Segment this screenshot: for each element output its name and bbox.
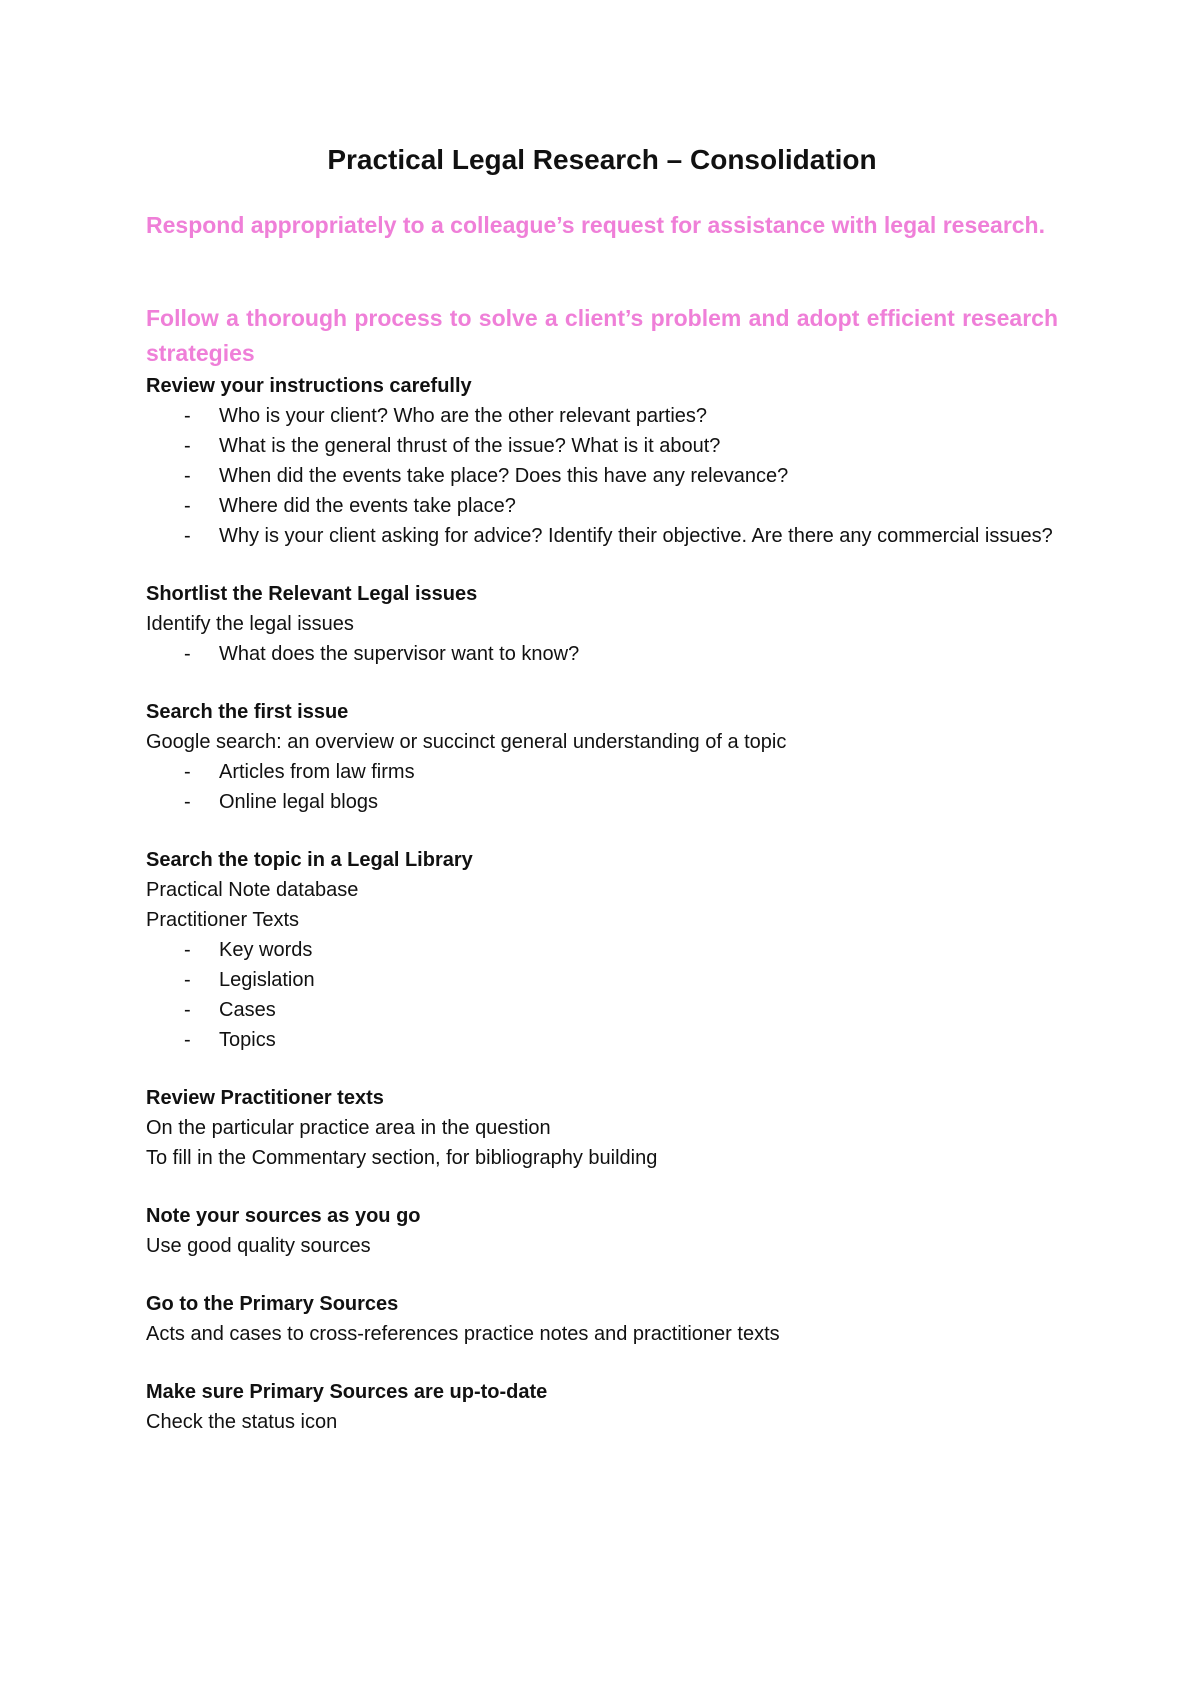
- section-search-first-issue: [146, 697, 1058, 817]
- bullet-list: [146, 639, 1058, 669]
- bullet-text: When did the events take place? Does this have any relevance?: [219, 465, 789, 487]
- section-text: Check the status icon: [146, 1411, 338, 1433]
- bullet-list: [146, 401, 1058, 551]
- section-practitioner-texts: [146, 1083, 1058, 1173]
- bullet-text: Legislation: [219, 969, 315, 991]
- bullet-dash: -: [184, 643, 191, 665]
- section-text: Google search: an overview or succinct general understanding of a topic: [146, 731, 787, 753]
- section-heading: Shortlist the Relevant Legal issues: [146, 583, 478, 605]
- document-title: Practical Legal Research – Consolidation: [327, 144, 877, 175]
- bullet-text: Who is your client? Who are the other relevant parties?: [219, 405, 708, 427]
- bullet-dash: -: [184, 405, 191, 427]
- section-text: To fill in the Commentary section, for bibliography building: [146, 1147, 658, 1169]
- bullet-dash: -: [184, 435, 191, 457]
- bullet-text: Articles from law firms: [219, 761, 415, 783]
- list-item: [146, 965, 1058, 995]
- bullet-text: Online legal blogs: [219, 791, 378, 813]
- section-text: Practitioner Texts: [146, 909, 300, 931]
- list-item: [146, 995, 1058, 1025]
- section-heading: Review Practitioner texts: [146, 1087, 384, 1109]
- list-item: [146, 757, 1058, 787]
- bullet-dash: -: [184, 495, 191, 517]
- bullet-dash: -: [184, 761, 191, 783]
- section-heading: Search the topic in a Legal Library: [146, 849, 473, 871]
- bullet-dash: -: [184, 465, 191, 487]
- section-heading: Search the first issue: [146, 701, 349, 723]
- bullet-dash: -: [184, 791, 191, 813]
- list-item: [146, 639, 1058, 669]
- section-up-to-date: [146, 1377, 1058, 1437]
- bullet-dash: -: [184, 969, 191, 991]
- bullet-text: Key words: [219, 939, 313, 961]
- section-heading: Make sure Primary Sources are up-to-date: [146, 1381, 548, 1403]
- list-item: [146, 935, 1058, 965]
- section-text: On the particular practice area in the question: [146, 1117, 551, 1139]
- section-text: Practical Note database: [146, 879, 359, 901]
- list-item: [146, 431, 1058, 461]
- section-legal-library: [146, 845, 1058, 1055]
- section-heading: Go to the Primary Sources: [146, 1293, 399, 1315]
- section-note-sources: [146, 1201, 1058, 1261]
- bullet-list: [146, 757, 1058, 817]
- objective-respond: Respond appropriately to a colleague’s request for assistance with legal research.: [146, 212, 1045, 238]
- section-heading: Review your instructions carefully: [146, 375, 472, 397]
- document-page: [146, 140, 1058, 1465]
- section-text: Identify the legal issues: [146, 613, 354, 635]
- bullet-list: [146, 935, 1058, 1055]
- list-item: [146, 461, 1058, 491]
- section-review-instructions: [146, 371, 1058, 551]
- bullet-text: Topics: [219, 1029, 276, 1051]
- list-item: [146, 521, 1058, 551]
- bullet-dash: -: [184, 999, 191, 1021]
- bullet-dash: -: [184, 939, 191, 961]
- list-item: [146, 491, 1058, 521]
- bullet-text: What does the supervisor want to know?: [219, 643, 580, 665]
- bullet-dash: -: [184, 525, 191, 547]
- bullet-dash: -: [184, 1029, 191, 1051]
- section-heading: Note your sources as you go: [146, 1205, 421, 1227]
- objective-follow-process: Follow a thorough process to solve a client’s problem and adopt efficient research strategies: [146, 305, 1058, 366]
- list-item: [146, 787, 1058, 817]
- bullet-text: Cases: [219, 999, 276, 1021]
- section-shortlist-issues: [146, 579, 1058, 669]
- list-item: [146, 1025, 1058, 1055]
- bullet-text: What is the general thrust of the issue? What is it about?: [219, 435, 721, 457]
- list-item: [146, 401, 1058, 431]
- bullet-text: Why is your client asking for advice? Identify their objective. Are there any commercial issues?: [219, 525, 1053, 547]
- bullet-text: Where did the events take place?: [219, 495, 516, 517]
- section-text: Acts and cases to cross-references practice notes and practitioner texts: [146, 1323, 780, 1345]
- section-text: Use good quality sources: [146, 1235, 371, 1257]
- section-primary-sources: [146, 1289, 1058, 1349]
